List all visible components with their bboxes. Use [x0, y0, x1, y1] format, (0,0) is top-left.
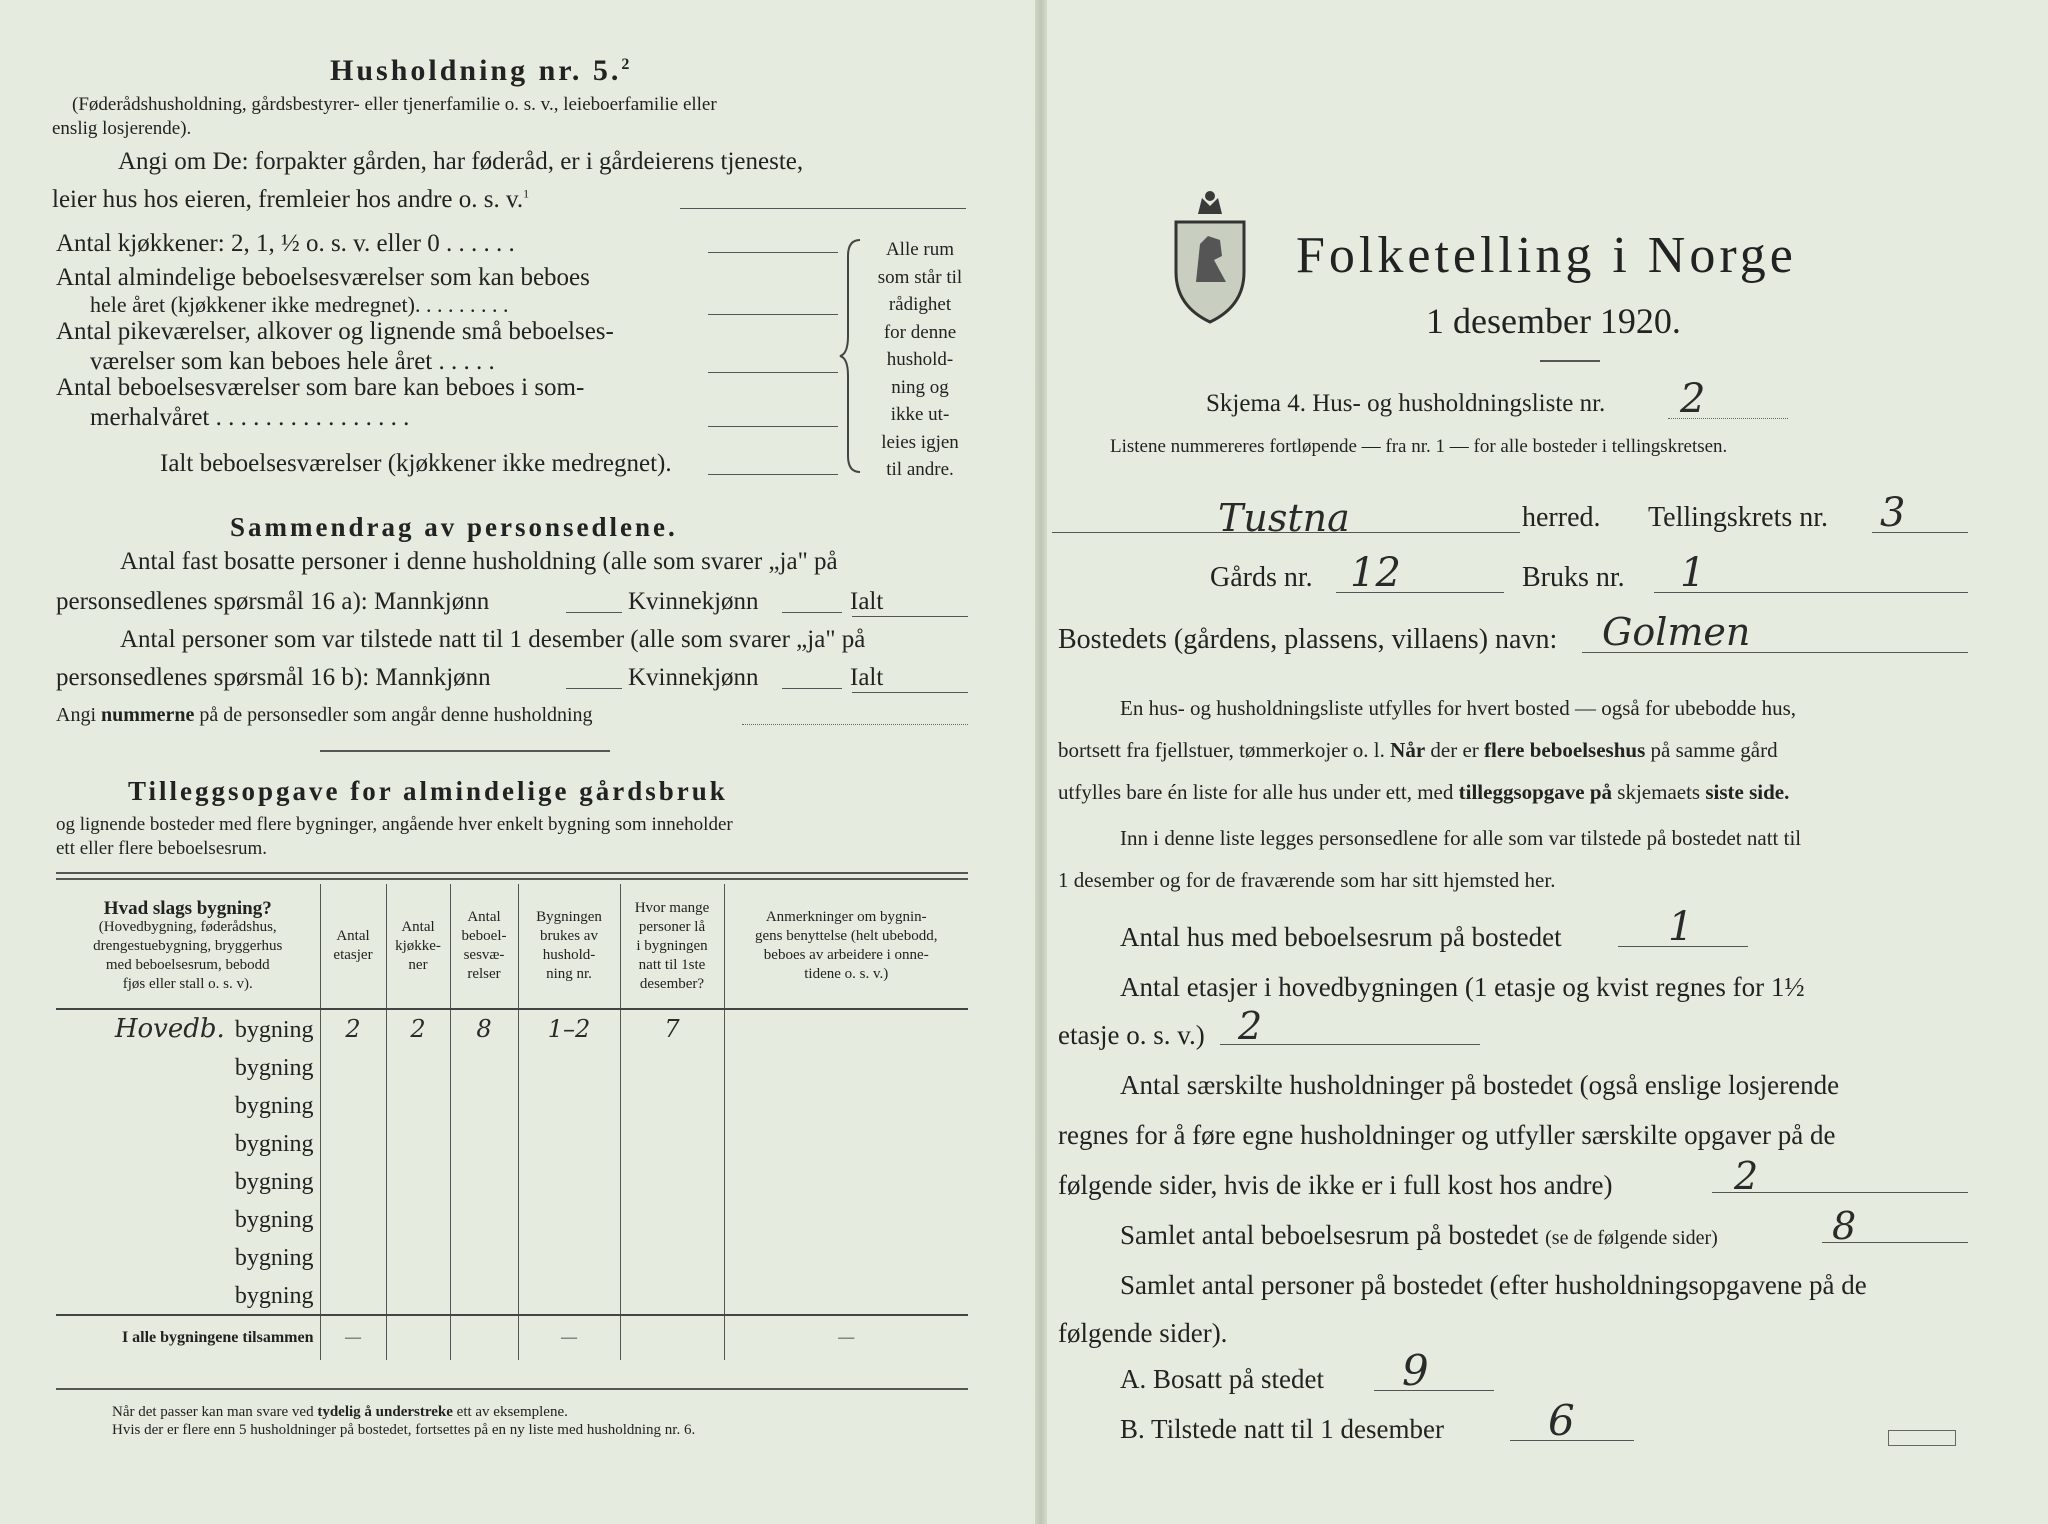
herred-line [1052, 532, 1520, 533]
building-label: bygning [234, 1017, 314, 1043]
building-etasjer-cell[interactable] [320, 1124, 386, 1162]
summary-2-kvinne-line[interactable] [782, 688, 842, 689]
building-label: bygning [234, 1131, 314, 1157]
building-type-cell[interactable] [56, 1200, 320, 1238]
building-hush-cell[interactable]: 1–2 [518, 1009, 620, 1048]
a-value[interactable]: 9 [1402, 1346, 1429, 1395]
brace-icon [838, 236, 868, 476]
page-fold [1035, 0, 1047, 1524]
building-kjokken-cell[interactable] [386, 1048, 450, 1086]
kitchens-answer-line[interactable] [708, 252, 838, 253]
building-personer-cell[interactable] [620, 1276, 724, 1315]
building-rom-cell[interactable] [450, 1124, 518, 1162]
q-hus-value[interactable]: 1 [1668, 904, 1694, 950]
q-pers-a: Samlet antal personer på bostedet (efter husholdningsopgavene på de [1120, 1270, 1867, 1300]
angi-line-1: Angi om De: forpakter gården, har føderåd, er i gårdeierens tjeneste, [118, 148, 804, 175]
divider [320, 750, 610, 752]
bruks-label: Bruks nr. [1522, 562, 1625, 593]
building-type-cell[interactable] [56, 1009, 320, 1048]
building-row [56, 1276, 968, 1315]
b-value[interactable]: 6 [1548, 1396, 1575, 1445]
building-row [56, 1086, 968, 1124]
q-hus: Antal hus med beboelsesrum på bostedet [1120, 922, 1562, 952]
gards-value[interactable]: 12 [1350, 550, 1401, 596]
rooms-answer-line-2[interactable] [708, 372, 838, 373]
summary-2a: Antal personer som var tilstede natt til 1 desember (alle som svarer „ja" på [120, 626, 866, 653]
q-etasjer-value[interactable]: 2 [1238, 1004, 1263, 1048]
total-kjokken[interactable] [386, 1315, 450, 1360]
bruks-value[interactable]: 1 [1680, 550, 1706, 596]
gards-line [1336, 592, 1504, 593]
summary-1-kvinne-line[interactable] [782, 612, 842, 613]
total-anmerkninger[interactable]: — [724, 1315, 968, 1360]
summary-1-ialt-line[interactable] [852, 616, 968, 617]
building-etasjer-cell[interactable]: 2 [320, 1009, 386, 1048]
summary-1a: Antal fast bosatte personer i denne husholdning (alle som svarer „ja" på [120, 548, 838, 575]
building-kjokken-cell[interactable] [386, 1238, 450, 1276]
para-2b: 1 desember og for de fraværende som har sitt hjemsted her. [1058, 868, 1556, 892]
building-kjokken-cell[interactable]: 2 [386, 1009, 450, 1048]
angi-line-2: leier hus hos eieren, fremleier hos andre o. s. v.$^1$ [52, 186, 530, 213]
building-rom-cell[interactable]: 8 [450, 1009, 518, 1048]
building-rom-cell[interactable] [450, 1200, 518, 1238]
rooms-question-1b: hele året (kjøkkener ikke medregnet). . . . . . . . . [90, 292, 509, 317]
col-header-type: Hvad slags bygning? (Hovedbygning, føderådshus, drengestuebygning, bryggerhus med beboelsesrum, bebodd fjøs eller stall o. s. v). [56, 884, 320, 1009]
main-title: Folketelling i Norge [1296, 227, 1797, 284]
rooms-question-2b: værelser som kan beboes hele året . . . . . [90, 348, 495, 375]
building-type-hand: Hovedb. [114, 1014, 225, 1044]
building-anm-cell[interactable] [724, 1200, 968, 1238]
listene-note: Listene nummereres fortløpende — fra nr. 1 — for alle bosteder i tellingskretsen. [1110, 436, 1728, 457]
col-header-rom: Antal beboel- sesvæ- relser [450, 884, 518, 1009]
building-label: bygning [234, 1055, 314, 1081]
building-table [56, 884, 968, 1360]
building-label: bygning [234, 1283, 314, 1309]
rooms-question-3a: Antal beboelsesværelser som bare kan beboes i som- [56, 374, 585, 401]
a-label: A. Bosatt på stedet [1120, 1364, 1324, 1394]
tillegg-title: Tilleggsopgave for almindelige gårdsbruk [128, 776, 728, 806]
summary-1-ialt-label: Ialt [850, 588, 884, 615]
building-rom-cell[interactable] [450, 1048, 518, 1086]
building-row [56, 1048, 968, 1086]
building-rom-cell[interactable] [450, 1238, 518, 1276]
building-type-cell[interactable] [56, 1238, 320, 1276]
printer-stamp [1888, 1430, 1956, 1446]
tellingskrets-line [1872, 532, 1968, 533]
building-label: bygning [234, 1245, 314, 1271]
summary-2-ialt-label: Ialt [850, 664, 884, 691]
building-table-header [56, 884, 968, 1009]
angi-answer-line[interactable] [680, 208, 966, 209]
skjema-line-dots [1668, 418, 1788, 419]
rooms-answer-line-3[interactable] [708, 426, 838, 427]
building-anm-cell[interactable] [724, 1048, 968, 1086]
table-bottom-rule [56, 1388, 968, 1390]
skjema-line: Skjema 4. Hus- og husholdningsliste nr. [1206, 390, 1606, 417]
building-etasjer-cell[interactable] [320, 1238, 386, 1276]
building-anm-cell[interactable] [724, 1238, 968, 1276]
summary-1b: personsedlenes spørsmål 16 a): Mannkjønn [56, 588, 490, 615]
building-etasjer-cell[interactable] [320, 1276, 386, 1315]
building-kjokken-cell[interactable] [386, 1086, 450, 1124]
q-etasjer-b: etasje o. s. v.) [1058, 1020, 1205, 1050]
tillegg-1: og lignende bosteder med flere bygninger, angående hver enkelt bygning som inneholder [56, 814, 733, 835]
q-hush-line [1712, 1192, 1968, 1193]
building-row [56, 1124, 968, 1162]
building-anm-cell[interactable] [724, 1009, 968, 1048]
rooms-question-2a: Antal pikeværelser, alkover og lignende små beboelses- [56, 318, 614, 345]
b-line [1510, 1440, 1634, 1441]
building-label: bygning [234, 1093, 314, 1119]
building-row [56, 1162, 968, 1200]
q-rom-line [1822, 1242, 1968, 1243]
bosted-label: Bostedets (gårdens, plassens, villaens) navn: [1058, 624, 1558, 655]
building-kjokken-cell[interactable] [386, 1276, 450, 1315]
para-1a: En hus- og husholdningsliste utfylles for hvert bosted — også for ubebodde hus, [1120, 696, 1796, 720]
summary-2-ialt-line[interactable] [852, 692, 968, 693]
bosted-value[interactable]: Golmen [1602, 610, 1751, 654]
building-anm-cell[interactable] [724, 1086, 968, 1124]
q-hush-a: Antal særskilte husholdninger på bostedet (også enslige losjerende [1120, 1070, 1840, 1100]
building-type-cell[interactable] [56, 1276, 320, 1315]
building-kjokken-cell[interactable] [386, 1124, 450, 1162]
q-rom-value[interactable]: 8 [1832, 1204, 1857, 1248]
side-note: Alle rum som står til rådighet for denne hushold- ning og ikke ut- leies igjen til andre. [877, 239, 963, 480]
summary-1-kvinne-label: Kvinnekjønn [628, 588, 759, 615]
col-header-etasjer: Antal etasjer [320, 884, 386, 1009]
building-hush-cell[interactable] [518, 1048, 620, 1086]
household-intro: (Føderådshusholdning, gårdsbestyrer- eller tjenerfamilie o. s. v., leieboerfamilie eller [72, 94, 717, 115]
summary-2b: personsedlenes spørsmål 16 b): Mannkjønn [56, 664, 491, 691]
q-hush-value[interactable]: 2 [1734, 1154, 1759, 1198]
herred-label: herred. [1522, 502, 1601, 533]
total-personer[interactable] [620, 1315, 724, 1360]
footnote-1: Når det passer kan man svare ved tydelig å understreke ett av eksemplene. [112, 1404, 568, 1420]
building-hush-cell[interactable] [518, 1086, 620, 1124]
tillegg-2: ett eller flere beboelsesrum. [56, 838, 268, 859]
building-etasjer-cell[interactable] [320, 1048, 386, 1086]
q-hus-line [1618, 946, 1748, 947]
building-label: bygning [234, 1169, 314, 1195]
building-personer-cell[interactable]: 7 [620, 1009, 724, 1048]
col-header-husholdning: Bygningen brukes av hushold- ning nr. [518, 884, 620, 1009]
building-label: bygning [234, 1207, 314, 1233]
b-label: B. Tilstede natt til 1 desember [1120, 1414, 1444, 1444]
building-hush-cell[interactable] [518, 1238, 620, 1276]
building-type-cell[interactable] [56, 1086, 320, 1124]
building-personer-cell[interactable] [620, 1238, 724, 1276]
rooms-question-1a: Antal almindelige beboelsesværelser som kan beboes [56, 264, 590, 291]
building-kjokken-cell[interactable] [386, 1162, 450, 1200]
tellingskrets-value[interactable]: 3 [1880, 490, 1906, 536]
rooms-question-3b: merhalvåret . . . . . . . . . . . . . . . . [90, 404, 410, 431]
building-type-cell[interactable] [56, 1124, 320, 1162]
para-1c: utfylles bare én liste for alle hus under ett, med tilleggsopgave på skjemaets siste side. [1058, 780, 1790, 804]
table-top-rule-1 [56, 872, 968, 874]
summary-2-mann-line[interactable] [566, 688, 622, 689]
para-1b: bortsett fra fjellstuer, tømmerkojer o. l. Når der er flere beboelseshus på samme gård [1058, 738, 1778, 762]
q-etasjer-line [1220, 1044, 1480, 1045]
total-label: I alle bygningene tilsammen [56, 1315, 320, 1360]
q-etasjer-a: Antal etasjer i hovedbygningen (1 etasje og kvist regnes for 1½ [1120, 972, 1805, 1002]
building-kjokken-cell[interactable] [386, 1200, 450, 1238]
q-rom: Samlet antal beboelsesrum på bostedet (se de følgende sider) [1120, 1220, 1718, 1250]
gards-label: Gårds nr. [1210, 562, 1313, 593]
kitchens-question: Antal kjøkkener: 2, 1, ½ o. s. v. eller 0 . . . . . . [56, 230, 515, 257]
building-personer-cell[interactable] [620, 1162, 724, 1200]
building-personer-cell[interactable] [620, 1124, 724, 1162]
col-header-anmerkninger: Anmerkninger om bygnin- gens benyttelse (helt ubebodd, beboes av arbeidere i onne- tidene o. s. v.) [724, 884, 968, 1009]
building-personer-cell[interactable] [620, 1086, 724, 1124]
date-subtitle: 1 desember 1920. [1426, 301, 1681, 341]
herred-value[interactable]: Tustna [1218, 496, 1350, 540]
ialt-rooms-question: Ialt beboelsesværelser (kjøkkener ikke medregnet). [160, 450, 672, 477]
tellingskrets-label: Tellingskrets nr. [1648, 502, 1829, 533]
q-hush-c: følgende sider, hvis de ikke er i full kost hos andre) [1058, 1170, 1613, 1200]
building-hush-cell[interactable] [518, 1162, 620, 1200]
building-hush-cell[interactable] [518, 1124, 620, 1162]
building-row [56, 1200, 968, 1238]
building-row [56, 1238, 968, 1276]
total-husholdning[interactable]: — [518, 1315, 620, 1360]
building-personer-cell[interactable] [620, 1200, 724, 1238]
coat-of-arms-icon [1170, 186, 1250, 328]
building-hush-cell[interactable] [518, 1276, 620, 1315]
col-header-personer: Hvor mange personer lå i bygningen natt til 1ste desember? [620, 884, 724, 1009]
building-anm-cell[interactable] [724, 1124, 968, 1162]
ialt-rooms-answer-line[interactable] [708, 474, 838, 475]
building-anm-cell[interactable] [724, 1162, 968, 1200]
summary-1-mann-line[interactable] [566, 612, 622, 613]
skjema-number[interactable]: 2 [1680, 376, 1706, 422]
building-anm-cell[interactable] [724, 1276, 968, 1315]
total-rom[interactable] [450, 1315, 518, 1360]
building-type-cell[interactable] [56, 1048, 320, 1086]
summary-title: Sammendrag av personsedlene. [230, 512, 678, 542]
title-divider [1540, 360, 1600, 362]
building-row [56, 1009, 968, 1048]
para-2a: Inn i denne liste legges personsedlene for alle som var tilstede på bostedet natt til [1120, 826, 1802, 850]
building-rom-cell[interactable] [450, 1276, 518, 1315]
table-total-row [56, 1315, 968, 1360]
building-hush-cell[interactable] [518, 1200, 620, 1238]
household-title: Husholdning nr. 5.$^2$ [330, 54, 633, 87]
bruks-line [1654, 592, 1968, 593]
angi-nummer-line[interactable] [742, 724, 968, 725]
bosted-line [1582, 652, 1968, 653]
footnote-2: Hvis der er flere enn 5 husholdninger på bostedet, fortsettes på en ny liste med husholdning nr. 6. [112, 1422, 696, 1438]
angi-nummer: Angi nummerne på de personsedler som angår denne husholdning [56, 704, 593, 726]
rooms-answer-line-1[interactable] [708, 314, 838, 315]
building-personer-cell[interactable] [620, 1048, 724, 1086]
building-type-cell[interactable] [56, 1162, 320, 1200]
table-top-rule-2 [56, 878, 968, 880]
building-etasjer-cell[interactable] [320, 1086, 386, 1124]
q-pers-b: følgende sider). [1058, 1318, 1228, 1348]
building-rom-cell[interactable] [450, 1086, 518, 1124]
building-rom-cell[interactable] [450, 1162, 518, 1200]
col-header-kjokken: Antal kjøkke- ner [386, 884, 450, 1009]
building-etasjer-cell[interactable] [320, 1162, 386, 1200]
total-etasjer[interactable]: — [320, 1315, 386, 1360]
q-hush-b: regnes for å føre egne husholdninger og utfyller særskilte opgaver på de [1058, 1120, 1836, 1150]
summary-2-kvinne-label: Kvinnekjønn [628, 664, 759, 691]
building-etasjer-cell[interactable] [320, 1200, 386, 1238]
household-intro-2: enslig losjerende). [52, 118, 192, 139]
a-line [1374, 1390, 1494, 1391]
